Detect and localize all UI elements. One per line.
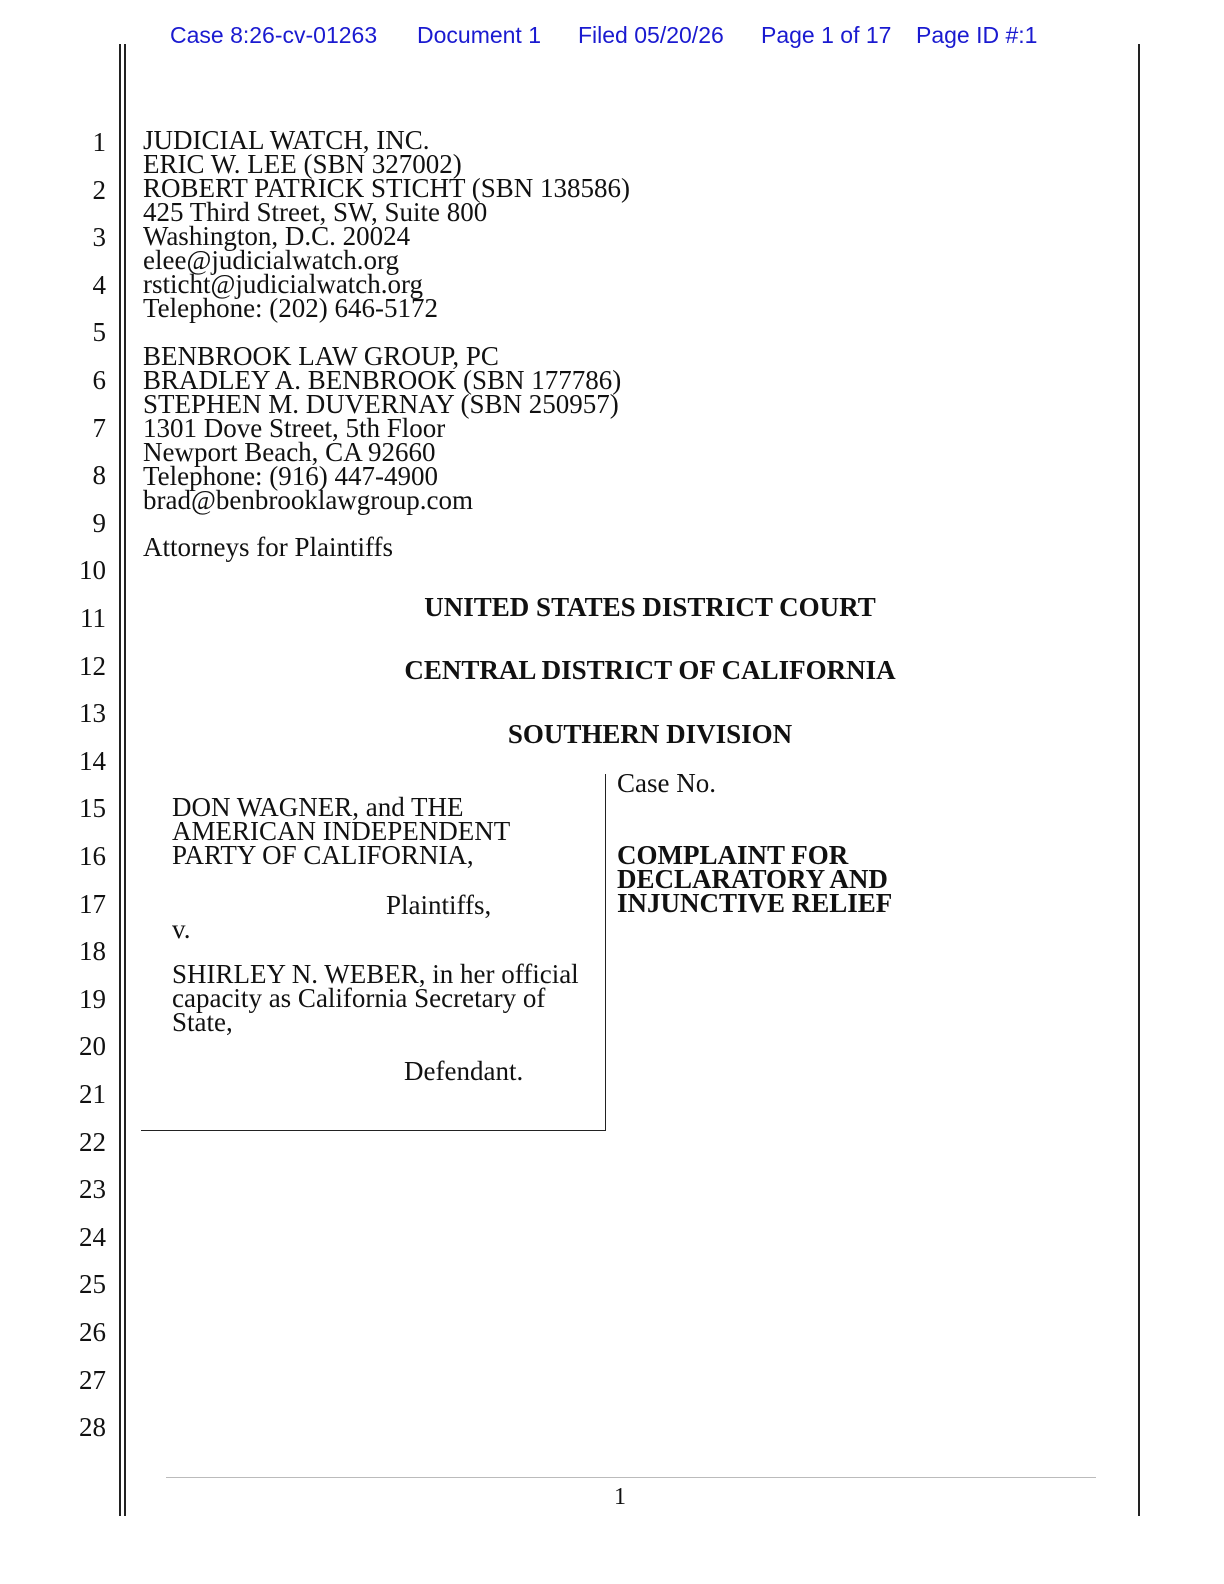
line-number: 27 [79, 1364, 106, 1395]
page-number: 1 [614, 1484, 626, 1510]
line-number: 18 [79, 936, 106, 967]
line-number: 8 [92, 460, 106, 491]
line-number: 15 [79, 793, 106, 824]
case-info [617, 768, 893, 918]
line-number: 10 [79, 555, 106, 586]
counsel-line: 1301 Dove Street, 5th Floor [143, 413, 446, 443]
line-number: 12 [79, 650, 106, 681]
counsel-line: Newport Beach, CA 92660 [143, 437, 436, 467]
line-number: 26 [79, 1317, 106, 1347]
line-number: 17 [79, 888, 106, 919]
counsel-line: JUDICIAL WATCH, INC. [143, 125, 430, 155]
caption-divider-horizontal [141, 1130, 606, 1131]
line-number: 22 [79, 1126, 106, 1157]
defendant-line: State, [172, 1007, 233, 1037]
plaintiff-line: PARTY OF CALIFORNIA, [172, 840, 474, 870]
case-no-label: Case No. [617, 768, 716, 798]
versus-label: v. [172, 914, 191, 944]
counsel-line: BRADLEY A. BENBROOK (SBN 177786) [143, 365, 622, 395]
line-number: 7 [92, 412, 106, 443]
page-id-stamp: Page ID #:1 [916, 22, 1038, 48]
document-title-line: COMPLAINT FOR [617, 840, 849, 870]
court-district: CENTRAL DISTRICT OF CALIFORNIA [404, 655, 896, 685]
document-title-line: DECLARATORY AND [617, 864, 888, 894]
plaintiffs-role: Plaintiffs, [386, 890, 492, 920]
counsel-line: Washington, D.C. 20024 [143, 221, 411, 251]
right-margin-rule [1138, 44, 1140, 1516]
counsel-line: BENBROOK LAW GROUP, PC [143, 341, 499, 371]
line-number: 21 [79, 1079, 106, 1109]
page-count-stamp: Page 1 of 17 [761, 22, 892, 48]
line-number: 6 [92, 365, 106, 395]
defendant-line: capacity as California Secretary of [172, 983, 546, 1013]
line-number: 16 [79, 841, 106, 871]
line-number: 5 [92, 317, 106, 348]
defendant-names [172, 959, 579, 1037]
counsel-line: 425 Third Street, SW, Suite 800 [143, 197, 488, 227]
line-number: 20 [79, 1031, 106, 1062]
line-number: 4 [92, 269, 106, 300]
document-title-line: INJUNCTIVE RELIEF [617, 888, 893, 918]
line-number: 23 [79, 1174, 106, 1205]
court-name: UNITED STATES DISTRICT COURT [424, 592, 876, 622]
case-number-stamp: Case 8:26-cv-01263 [170, 22, 378, 48]
line-number: 24 [79, 1221, 106, 1252]
defendant-line: SHIRLEY N. WEBER, in her official [172, 959, 579, 989]
counsel-line: STEPHEN M. DUVERNAY (SBN 250957) [143, 389, 619, 419]
line-number: 11 [80, 603, 106, 633]
document-title [617, 840, 893, 918]
line-number: 3 [92, 222, 106, 253]
footer-rule [166, 1477, 1096, 1478]
filed-date-stamp: Filed 05/20/26 [578, 22, 724, 48]
left-margin-rule-outer [119, 44, 121, 1516]
court-division: SOUTHERN DIVISION [507, 719, 793, 749]
defendant-role: Defendant. [404, 1056, 524, 1086]
attorneys-for-label: Attorneys for Plaintiffs [143, 532, 393, 562]
line-number: 1 [92, 127, 106, 157]
caption-divider-vertical [605, 774, 606, 1131]
counsel-line: Telephone: (202) 646-5172 [143, 293, 439, 323]
line-number: 28 [79, 1412, 106, 1443]
plaintiff-line: DON WAGNER, and THE [172, 792, 464, 822]
counsel-line: ERIC W. LEE (SBN 327002) [143, 149, 462, 179]
plaintiffs-names [172, 792, 511, 870]
counsel-line: ROBERT PATRICK STICHT (SBN 138586) [143, 173, 630, 203]
plaintiff-line: AMERICAN INDEPENDENT [172, 816, 511, 846]
line-number: 9 [92, 507, 106, 538]
counsel-line: brad@benbrooklawgroup.com [143, 485, 474, 515]
line-number: 14 [79, 745, 106, 776]
line-number: 2 [92, 174, 106, 205]
left-margin-rule-inner [124, 44, 126, 1516]
line-number: 19 [79, 983, 106, 1014]
line-number: 25 [79, 1269, 106, 1300]
document-number-stamp: Document 1 [417, 22, 542, 48]
counsel-block [143, 125, 630, 515]
counsel-line: rsticht@judicialwatch.org [143, 269, 424, 299]
line-number: 13 [79, 698, 106, 729]
counsel-line: elee@judicialwatch.org [143, 245, 400, 275]
counsel-line: Telephone: (916) 447-4900 [143, 461, 439, 491]
